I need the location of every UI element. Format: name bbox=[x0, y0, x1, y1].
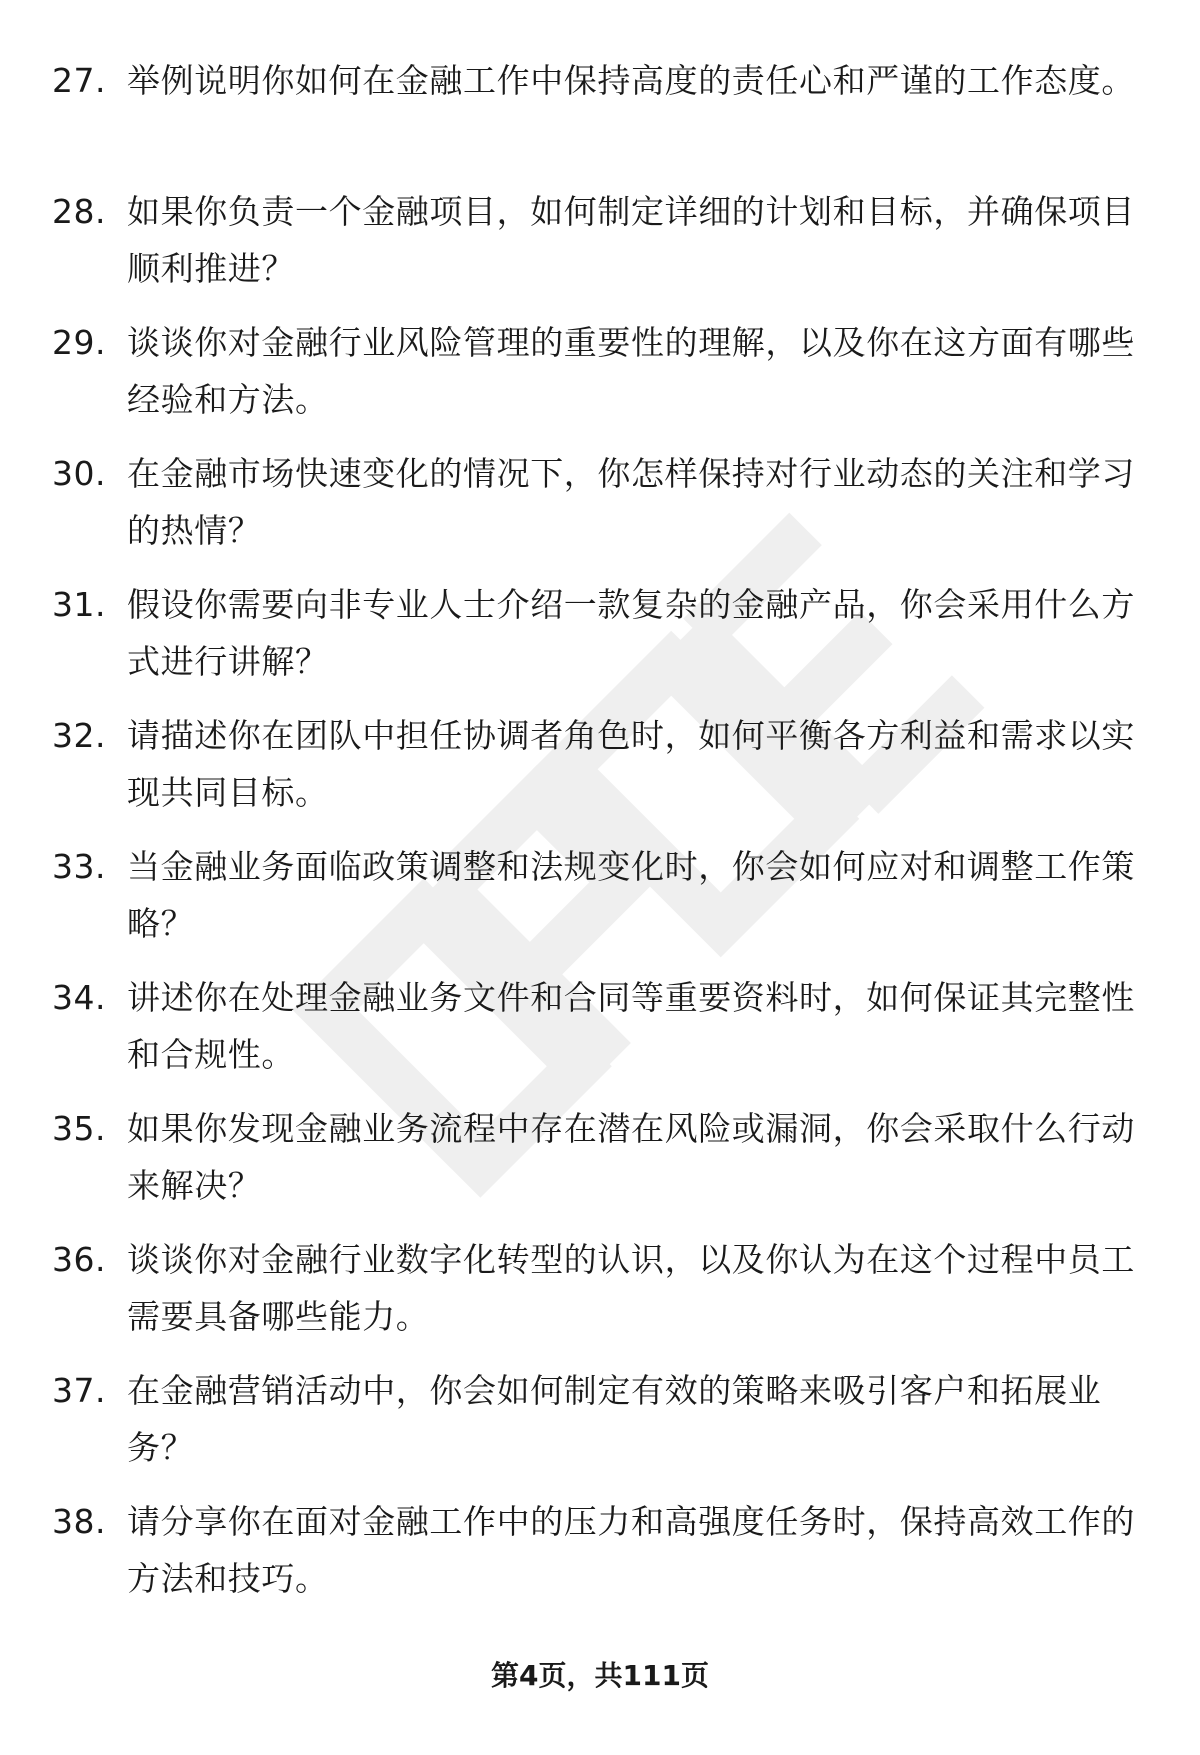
question-number: 35. bbox=[52, 1109, 106, 1148]
question-number: 28. bbox=[52, 192, 106, 231]
question-text: 请分享你在面对金融工作中的压力和高强度任务时，保持高效工作的方法和技巧。 bbox=[127, 1502, 1135, 1598]
question-item bbox=[0, 183, 1200, 314]
question-item bbox=[0, 1100, 1200, 1231]
question-list bbox=[0, 52, 1200, 1624]
question-text: 请描述你在团队中担任协调者角色时，如何平衡各方利益和需求以实现共同目标。 bbox=[127, 716, 1135, 812]
question-item bbox=[0, 445, 1200, 576]
question-item bbox=[0, 969, 1200, 1100]
question-item bbox=[0, 1362, 1200, 1493]
question-number: 38. bbox=[52, 1502, 106, 1541]
question-text: 假设你需要向非专业人士介绍一款复杂的金融产品，你会采用什么方式进行讲解？ bbox=[127, 585, 1135, 681]
page-footer: 第4页，共111页 bbox=[491, 1659, 709, 1692]
question-text: 当金融业务面临政策调整和法规变化时，你会如何应对和调整工作策略？ bbox=[127, 847, 1135, 943]
question-item bbox=[0, 52, 1200, 183]
question-item bbox=[0, 707, 1200, 838]
question-item bbox=[0, 838, 1200, 969]
question-item bbox=[0, 1493, 1200, 1624]
question-text: 如果你负责一个金融项目，如何制定详细的计划和目标，并确保项目顺利推进？ bbox=[127, 192, 1135, 288]
question-number: 32. bbox=[52, 716, 106, 755]
question-text: 谈谈你对金融行业数字化转型的认识，以及你认为在这个过程中员工需要具备哪些能力。 bbox=[127, 1240, 1135, 1336]
question-text: 如果你发现金融业务流程中存在潜在风险或漏洞，你会采取什么行动来解决？ bbox=[127, 1109, 1135, 1205]
question-number: 31. bbox=[52, 585, 106, 624]
question-number: 34. bbox=[52, 978, 106, 1017]
question-number: 29. bbox=[52, 323, 106, 362]
question-number: 27. bbox=[52, 61, 106, 100]
question-item bbox=[0, 314, 1200, 445]
question-number: 36. bbox=[52, 1240, 106, 1279]
question-text: 举例说明你如何在金融工作中保持高度的责任心和严谨的工作态度。 bbox=[127, 61, 1135, 100]
question-number: 33. bbox=[52, 847, 106, 886]
question-item bbox=[0, 1231, 1200, 1362]
question-text: 在金融营销活动中，你会如何制定有效的策略来吸引客户和拓展业务？ bbox=[127, 1371, 1102, 1467]
question-text: 谈谈你对金融行业风险管理的重要性的理解，以及你在这方面有哪些经验和方法。 bbox=[127, 323, 1135, 419]
question-number: 30. bbox=[52, 454, 106, 493]
question-item bbox=[0, 576, 1200, 707]
question-number: 37. bbox=[52, 1371, 106, 1410]
question-text: 在金融市场快速变化的情况下，你怎样保持对行业动态的关注和学习的热情？ bbox=[127, 454, 1135, 550]
question-text: 讲述你在处理金融业务文件和合同等重要资料时，如何保证其完整性和合规性。 bbox=[127, 978, 1135, 1074]
